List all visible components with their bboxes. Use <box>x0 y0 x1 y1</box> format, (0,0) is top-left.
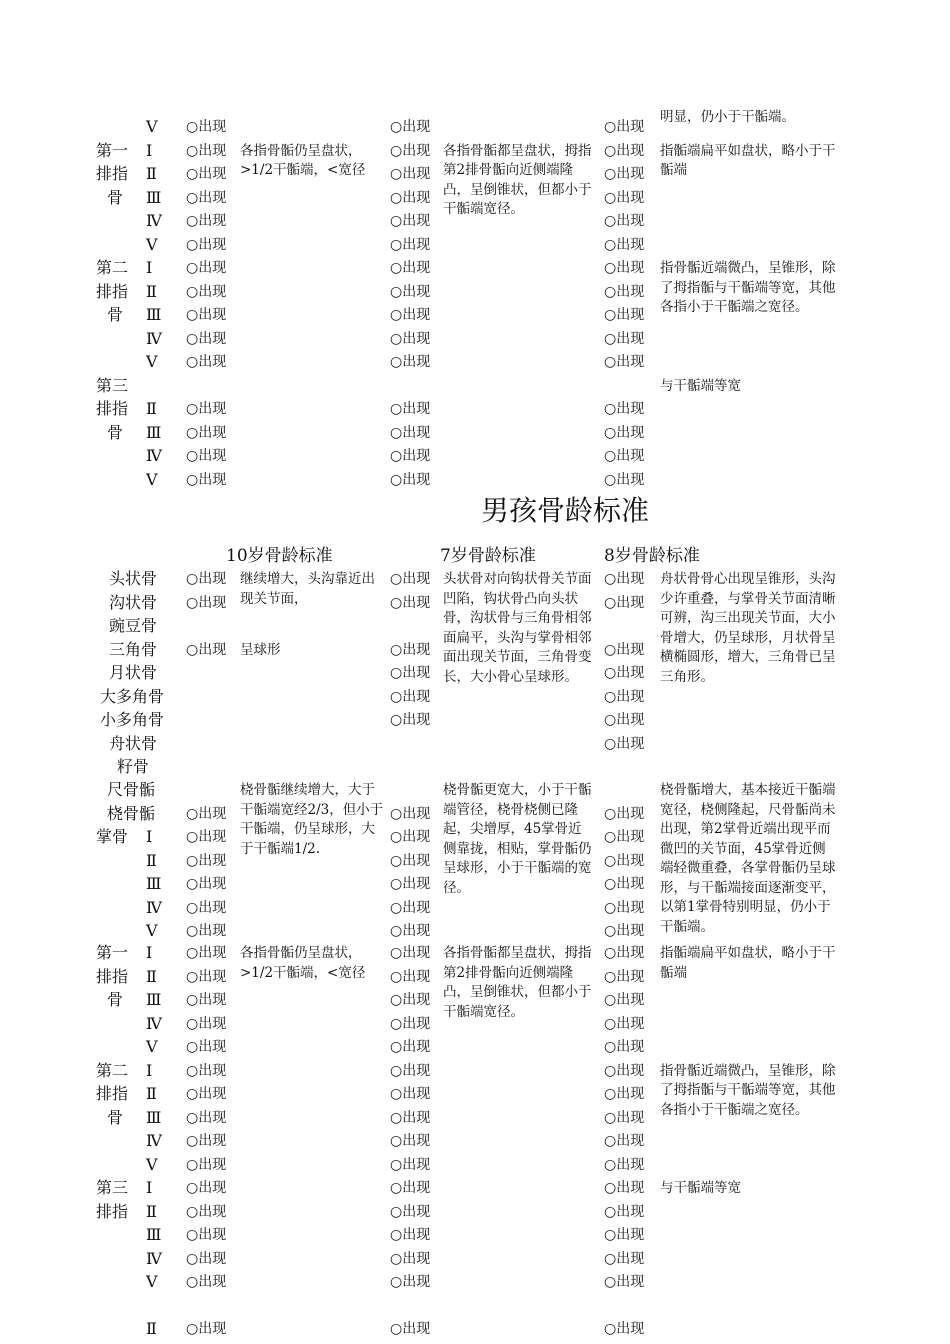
desc-third-row-8: 与干骺端等宽 <box>660 1180 741 1196</box>
roman-numeral: Ⅲ <box>146 422 162 442</box>
page-title: 男孩骨龄标准 <box>481 494 650 527</box>
check-appear-10: ○出现 <box>186 1156 227 1173</box>
roman-numeral: Ⅴ <box>146 469 158 489</box>
check-appear-8: ○出现 <box>604 142 645 159</box>
roman-numeral: Ⅲ <box>146 305 162 324</box>
metacarpal-desc-7: 桡骨骺更宽大，小于干骺端管径，桡骨桡侧已隆起，尖增厚，45掌骨近侧靠拢，相贴，掌骨骺仍呈球形，小于干骺端的宽径。 <box>443 782 592 896</box>
header-7-years: 7岁骨龄标准 <box>440 546 536 566</box>
check-appear-7: ○出现 <box>390 1274 431 1290</box>
check-appear-7: ○出现 <box>390 594 431 611</box>
check-appear-8: ○出现 <box>604 1015 645 1032</box>
check-appear-7: ○出现 <box>390 1180 431 1196</box>
check-appear-10: ○出现 <box>186 119 227 135</box>
phalanx-group-label: 骨 <box>107 305 124 324</box>
check-appear-10: ○出现 <box>186 1227 227 1243</box>
check-appear-8: ○出现 <box>604 307 645 323</box>
check-appear-8: ○出现 <box>604 1086 645 1102</box>
check-appear-10: ○出现 <box>186 829 227 845</box>
check-appear-7: ○出现 <box>390 236 431 253</box>
check-appear-8: ○出现 <box>604 448 645 464</box>
check-appear-7: ○出现 <box>390 1203 431 1220</box>
check-appear-7: ○出现 <box>390 688 431 705</box>
check-appear-7: ○出现 <box>390 992 431 1008</box>
check-appear-7: ○出现 <box>390 876 431 892</box>
roman-numeral: Ⅰ <box>146 258 153 277</box>
check-appear-8: ○出现 <box>604 594 645 611</box>
ulna-epiphysis-label: 尺骨骺 <box>107 780 156 799</box>
partial-desc-8: 明显，仍小于干骺端。 <box>660 109 795 125</box>
phalanx-group-label: 骨 <box>107 990 124 1009</box>
check-appear-10: ○出现 <box>186 1133 227 1149</box>
roman-numeral: Ⅲ <box>146 1107 162 1127</box>
check-appear-7: ○出现 <box>390 1062 431 1079</box>
check-appear-8: ○出现 <box>604 1274 645 1290</box>
roman-numeral: Ⅱ <box>146 850 157 870</box>
carpal-bone-label: 沟状骨 <box>109 592 158 612</box>
check-appear-8: ○出现 <box>604 1321 645 1337</box>
check-appear-7: ○出现 <box>390 142 431 159</box>
check-appear-10: ○出现 <box>186 283 227 300</box>
check-appear-8: ○出现 <box>604 852 645 869</box>
check-appear-10: ○出现 <box>186 307 227 323</box>
phalanx-group-label: 第二 <box>96 258 129 277</box>
phalanx-group-label: 第一 <box>96 140 129 160</box>
desc-first-row-7: 各指骨骺都呈盘状，拇指第2排骨骺向近侧端隆凸，呈倒锥状，但都小于干骺端宽径。 <box>443 142 592 217</box>
check-appear-10: ○出现 <box>186 805 227 822</box>
check-appear-8: ○出现 <box>604 876 645 892</box>
check-appear-8: ○出现 <box>604 571 645 587</box>
roman-numeral: Ⅳ <box>146 1248 162 1268</box>
roman-numeral: Ⅴ <box>146 1272 158 1291</box>
check-appear-7: ○出现 <box>390 307 431 323</box>
roman-numeral: Ⅱ <box>146 1319 157 1338</box>
check-appear-10: ○出现 <box>186 260 227 276</box>
check-appear-10: ○出现 <box>186 641 227 658</box>
check-appear-8: ○出现 <box>604 712 645 728</box>
check-appear-7: ○出现 <box>390 354 431 370</box>
check-appear-8: ○出现 <box>604 330 645 347</box>
phalanx-group-label: 第三 <box>96 1178 129 1197</box>
check-appear-8: ○出现 <box>604 1133 645 1149</box>
check-appear-8: ○出现 <box>604 236 645 253</box>
check-appear-8: ○出现 <box>604 735 645 752</box>
check-appear-7: ○出现 <box>390 945 431 961</box>
roman-numeral: Ⅴ <box>146 1037 158 1056</box>
header-8-years: 8岁骨龄标准 <box>604 546 700 566</box>
check-appear-7: ○出现 <box>390 1133 431 1149</box>
check-appear-8: ○出现 <box>604 283 645 300</box>
check-appear-7: ○出现 <box>390 1109 431 1126</box>
check-appear-7: ○出现 <box>390 213 431 229</box>
check-appear-8: ○出现 <box>604 1156 645 1173</box>
carpal-bone-label: 头状骨 <box>109 569 158 588</box>
check-appear-10: ○出现 <box>186 189 227 206</box>
check-appear-10: ○出现 <box>186 236 227 253</box>
roman-numeral: Ⅰ <box>146 140 153 160</box>
check-appear-8: ○出现 <box>604 829 645 845</box>
check-appear-8: ○出现 <box>604 1203 645 1220</box>
desc-first-row-8: 指骺端扁平如盘状，略小于干骺端 <box>660 945 836 981</box>
check-appear-8: ○出现 <box>604 166 645 182</box>
check-appear-8: ○出现 <box>604 1250 645 1267</box>
check-appear-7: ○出现 <box>390 448 431 464</box>
check-appear-8: ○出现 <box>604 424 645 441</box>
carpal-desc-8: 舟状骨骨心出现呈锥形，头沟少许重叠，与掌骨关节面清晰可辨，沟三出现关节面，大小骨增大，仍呈球形，月状骨呈横椭圆形，增大，三角骨已呈三角形。 <box>660 571 836 685</box>
carpal-bone-label: 大多角骨 <box>100 686 165 706</box>
check-appear-8: ○出现 <box>604 1180 645 1196</box>
phalanx-group-label: 排指 <box>96 399 129 418</box>
check-appear-7: ○出现 <box>390 283 431 300</box>
roman-numeral: Ⅴ <box>146 1154 158 1174</box>
check-appear-8: ○出现 <box>604 992 645 1008</box>
check-appear-7: ○出现 <box>390 424 431 441</box>
roman-numeral: Ⅱ <box>146 399 157 418</box>
phalanx-group-label: 第三 <box>96 375 129 395</box>
check-appear-8: ○出现 <box>604 665 645 681</box>
check-appear-8: ○出现 <box>604 805 645 822</box>
phalanx-group-label: 骨 <box>107 1107 124 1127</box>
phalanx-group-label: 第一 <box>96 943 129 962</box>
check-appear-7: ○出现 <box>390 665 431 681</box>
carpal-bone-label: 舟状骨 <box>109 733 158 753</box>
check-appear-7: ○出现 <box>390 471 431 488</box>
roman-numeral: Ⅳ <box>146 1013 162 1033</box>
roman-numeral: Ⅲ <box>146 1225 162 1244</box>
check-appear-7: ○出现 <box>390 1039 431 1055</box>
check-appear-8: ○出现 <box>604 641 645 658</box>
check-appear-10: ○出现 <box>186 899 227 916</box>
roman-numeral: Ⅲ <box>146 990 162 1009</box>
phalanx-group-label: 排指 <box>96 1084 129 1103</box>
check-appear-10: ○出现 <box>186 594 227 611</box>
roman-numeral: Ⅱ <box>146 1201 157 1221</box>
check-appear-10: ○出现 <box>186 923 227 939</box>
check-appear-10: ○出现 <box>186 1321 227 1337</box>
check-appear-10: ○出现 <box>186 1086 227 1102</box>
check-appear-7: ○出现 <box>390 1321 431 1337</box>
check-appear-10: ○出现 <box>186 876 227 892</box>
check-appear-10: ○出现 <box>186 968 227 985</box>
check-appear-7: ○出现 <box>390 119 431 135</box>
roman-numeral: Ⅴ <box>146 352 158 371</box>
check-appear-7: ○出现 <box>390 712 431 728</box>
roman-numeral: Ⅴ <box>146 234 158 254</box>
roman-numeral: Ⅳ <box>146 446 162 465</box>
check-appear-7: ○出现 <box>390 899 431 916</box>
check-appear-8: ○出现 <box>604 213 645 229</box>
phalanx-group-label: 第二 <box>96 1060 129 1080</box>
metacarpal-label: 掌骨 <box>96 827 129 846</box>
check-appear-7: ○出现 <box>390 923 431 939</box>
check-appear-8: ○出现 <box>604 260 645 276</box>
check-appear-10: ○出现 <box>186 330 227 347</box>
check-appear-10: ○出现 <box>186 401 227 417</box>
check-appear-8: ○出现 <box>604 1039 645 1055</box>
roman-numeral: Ⅰ <box>146 1178 153 1197</box>
roman-numeral: Ⅰ <box>146 943 153 962</box>
check-appear-7: ○出现 <box>390 1250 431 1267</box>
check-appear-10: ○出现 <box>186 571 227 587</box>
roman-numeral: Ⅲ <box>146 874 162 893</box>
check-appear-10: ○出现 <box>186 471 227 488</box>
check-appear-8: ○出现 <box>604 1227 645 1243</box>
check-appear-7: ○出现 <box>390 571 431 587</box>
roman-numeral: Ⅳ <box>146 328 162 348</box>
check-appear-8: ○出现 <box>604 688 645 705</box>
check-appear-8: ○出现 <box>604 1109 645 1126</box>
carpal-desc-7: 头状骨对向钩状骨关节面凹陷，钩状骨凸向头状骨，沟状骨与三角骨相邻面扁平，头沟与掌骨相邻面出现关节面，三角骨变长，大小骨心呈球形。 <box>443 571 592 685</box>
check-appear-10: ○出现 <box>186 852 227 869</box>
check-appear-10: ○出现 <box>186 1015 227 1032</box>
roman-numeral: Ⅰ <box>146 1060 153 1080</box>
desc-first-row-8: 指骺端扁平如盘状，略小于干骺端 <box>660 142 836 178</box>
check-appear-10: ○出现 <box>186 354 227 370</box>
check-appear-8: ○出现 <box>604 1062 645 1079</box>
phalanx-group-label: 骨 <box>107 187 124 207</box>
check-appear-10: ○出现 <box>186 1039 227 1055</box>
roman-numeral: Ⅴ <box>146 117 158 136</box>
roman-numeral: Ⅳ <box>146 897 162 917</box>
radius-epiphysis-label: 桡骨骺 <box>107 803 156 823</box>
carpal-desc-10-b: 呈球形 <box>240 641 281 658</box>
check-appear-10: ○出现 <box>186 1274 227 1290</box>
roman-numeral: Ⅳ <box>146 1131 162 1150</box>
check-appear-7: ○出现 <box>390 260 431 276</box>
check-appear-7: ○出现 <box>390 641 431 658</box>
check-appear-10: ○出现 <box>186 166 227 182</box>
check-appear-10: ○出现 <box>186 1203 227 1220</box>
phalanx-group-label: 骨 <box>107 422 124 442</box>
phalanx-group-label: 排指 <box>96 281 129 301</box>
phalanx-group-label: 排指 <box>96 164 129 183</box>
phalanx-group-label: 排指 <box>96 1201 129 1221</box>
carpal-desc-10: 继续增大，头沟靠近出现关节面， <box>240 571 375 607</box>
check-appear-8: ○出现 <box>604 945 645 961</box>
carpal-bone-label: 小多角骨 <box>100 710 165 729</box>
check-appear-10: ○出现 <box>186 992 227 1008</box>
check-appear-10: ○出现 <box>186 945 227 961</box>
check-appear-7: ○出现 <box>390 189 431 206</box>
metacarpal-desc-8: 桡骨骺增大，基本接近干骺端宽径，桡侧隆起，尺骨骺尚未出现，第2掌骨近端出现平而微凹的关节面，45掌骨近侧端轻微重叠，各掌骨骺仍呈球形，与干骺端接面逐渐变平，以第1掌骨特别明显，仍小于干骺端。 <box>660 782 836 935</box>
desc-second-row-8: 指骨骺近端微凸，呈锥形，除了拇指骺与干骺端等宽，其他各指小于干骺端之宽径。 <box>660 1062 836 1118</box>
check-appear-10: ○出现 <box>186 142 227 159</box>
desc-first-row-10: 各指骨骺仍呈盘状，>1/2干骺端，<宽径 <box>240 945 366 981</box>
check-appear-7: ○出现 <box>390 1156 431 1173</box>
check-appear-7: ○出现 <box>390 401 431 417</box>
check-appear-10: ○出现 <box>186 448 227 464</box>
check-appear-7: ○出现 <box>390 330 431 347</box>
desc-second-row-8: 指骨骺近端微凸，呈锥形，除了拇指骺与干骺端等宽，其他各指小于干骺端之宽径。 <box>660 260 836 315</box>
carpal-bone-label: 月状骨 <box>109 663 158 682</box>
phalanx-group-label: 排指 <box>96 966 129 986</box>
check-appear-8: ○出现 <box>604 923 645 939</box>
roman-numeral: Ⅱ <box>146 281 157 301</box>
check-appear-10: ○出现 <box>186 213 227 229</box>
roman-numeral: Ⅱ <box>146 966 157 986</box>
check-appear-8: ○出现 <box>604 189 645 206</box>
roman-numeral: Ⅴ <box>146 921 158 940</box>
check-appear-7: ○出现 <box>390 968 431 985</box>
roman-numeral: Ⅰ <box>146 827 153 846</box>
carpal-bone-label: 三角骨 <box>109 639 158 659</box>
roman-numeral: Ⅱ <box>146 1084 157 1103</box>
desc-first-row-10: 各指骨骺仍呈盘状，>1/2干骺端，<宽径 <box>240 142 366 178</box>
check-appear-8: ○出现 <box>604 968 645 985</box>
metacarpal-desc-10: 桡骨骺继续增大，大于干骺端宽经2/3，但小于干骺端，仍呈球形，大于干骺端1/2. <box>240 782 384 857</box>
check-appear-8: ○出现 <box>604 401 645 417</box>
check-appear-7: ○出现 <box>390 1086 431 1102</box>
check-appear-8: ○出现 <box>604 354 645 370</box>
check-appear-10: ○出现 <box>186 424 227 441</box>
check-appear-8: ○出现 <box>604 119 645 135</box>
check-appear-7: ○出现 <box>390 852 431 869</box>
check-appear-10: ○出现 <box>186 1250 227 1267</box>
roman-numeral: Ⅲ <box>146 187 162 207</box>
check-appear-8: ○出现 <box>604 471 645 488</box>
check-appear-8: ○出现 <box>604 899 645 916</box>
roman-numeral: Ⅱ <box>146 164 157 183</box>
check-appear-7: ○出现 <box>390 805 431 822</box>
check-appear-7: ○出现 <box>390 829 431 845</box>
desc-third-row-8: 与干骺端等宽 <box>660 377 741 394</box>
check-appear-10: ○出现 <box>186 1109 227 1126</box>
check-appear-10: ○出现 <box>186 1062 227 1079</box>
check-appear-7: ○出现 <box>390 1015 431 1032</box>
header-10-years: 10岁骨龄标准 <box>226 546 333 566</box>
check-appear-10: ○出现 <box>186 1180 227 1196</box>
check-appear-7: ○出现 <box>390 1227 431 1243</box>
desc-first-row-7: 各指骨骺都呈盘状，拇指第2排骨骺向近侧端隆凸，呈倒锥状，但都小于干骺端宽径。 <box>443 945 592 1020</box>
roman-numeral: Ⅳ <box>146 211 162 230</box>
check-appear-7: ○出现 <box>390 166 431 182</box>
carpal-bone-label: 豌豆骨 <box>109 616 158 635</box>
carpal-bone-label: 籽骨 <box>117 757 150 776</box>
